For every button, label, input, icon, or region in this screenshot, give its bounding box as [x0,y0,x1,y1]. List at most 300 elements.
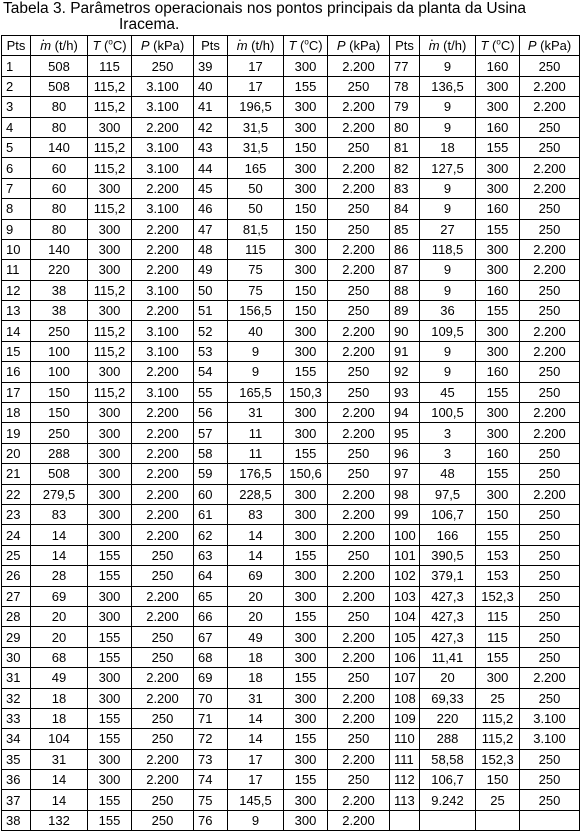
point-id-cell: 12 [2,280,31,300]
point-id-cell: 15 [2,341,31,361]
mass-flow-cell: 27 [420,219,476,239]
temperature-cell: 300 [88,586,132,606]
mass-flow-cell: 9 [420,362,476,382]
pressure-cell: 2.200 [328,749,390,769]
pressure-cell: 250 [328,668,390,688]
pressure-cell: 2.200 [132,484,194,504]
temperature-cell: 300 [284,525,328,545]
pressure-cell: 2.200 [132,688,194,708]
pressure-cell: 2.200 [520,158,580,178]
mass-flow-cell: 40 [228,321,284,341]
point-id-cell: 83 [390,178,420,198]
pressure-cell: 2.200 [132,219,194,239]
point-id-cell: 74 [194,770,228,790]
table-row [2,484,580,504]
pressure-cell: 2.200 [328,239,390,259]
table-row [2,178,580,198]
temperature-cell: 25 [476,790,520,810]
pressure-cell: 3.100 [132,382,194,402]
mass-flow-cell: 20 [228,606,284,626]
pressure-cell: 250 [132,790,194,810]
pressure-cell: 2.200 [328,586,390,606]
point-id-cell: 107 [390,668,420,688]
mass-flow-cell: 49 [228,627,284,647]
temperature-cell: 300 [284,688,328,708]
mass-flow-cell: 14 [228,729,284,749]
point-id-cell: 63 [194,545,228,565]
pts-header: Pts [2,36,31,56]
temperature-cell: 155 [88,708,132,728]
point-id-cell: 34 [2,729,31,749]
pressure-cell: 250 [520,382,580,402]
temperature-cell: 300 [88,301,132,321]
point-id-cell: 16 [2,362,31,382]
point-id-cell: 91 [390,341,420,361]
point-id-cell: 45 [194,178,228,198]
point-id-cell: 76 [194,810,228,830]
mass-flow-cell: 9 [420,178,476,198]
point-id-cell: 50 [194,280,228,300]
point-id-cell: 46 [194,199,228,219]
point-id-cell: 54 [194,362,228,382]
temperature-cell: 155 [284,443,328,463]
pressure-cell: 3.100 [132,341,194,361]
point-id-cell: 68 [194,647,228,667]
table-row [2,137,580,157]
pressure-cell: 250 [328,606,390,626]
mass-flow-header: · m (t/h) [228,36,284,56]
point-id-cell: 84 [390,199,420,219]
pressure-cell: 250 [328,362,390,382]
point-id-cell: 89 [390,301,420,321]
temperature-cell: 155 [88,566,132,586]
table-row [2,708,580,728]
pressure-cell: 2.200 [328,403,390,423]
pressure-cell: 2.200 [520,484,580,504]
pressure-cell: 250 [328,280,390,300]
mass-flow-cell: 38 [31,301,88,321]
point-id-cell: 59 [194,464,228,484]
pressure-cell: 2.200 [328,810,390,830]
table-row [2,647,580,667]
mass-flow-cell [420,810,476,830]
temperature-cell: 25 [476,688,520,708]
temperature-cell: 115,2 [476,708,520,728]
point-id-cell: 24 [2,525,31,545]
temperature-cell: 300 [88,219,132,239]
table-row [2,158,580,178]
pressure-cell: 250 [520,647,580,667]
temperature-cell: 300 [284,647,328,667]
temperature-cell: 300 [284,321,328,341]
point-id-cell: 110 [390,729,420,749]
mass-flow-cell: 31,5 [228,137,284,157]
mass-flow-cell: 68 [31,647,88,667]
pressure-cell: 2.200 [520,321,580,341]
temperature-cell: 160 [476,280,520,300]
pressure-cell: 2.200 [328,688,390,708]
pressure-cell: 2.200 [132,423,194,443]
point-id-cell: 21 [2,464,31,484]
pressure-cell: 2.200 [132,504,194,524]
temperature-cell: 155 [88,790,132,810]
temperature-cell: 300 [88,239,132,259]
point-id-cell: 61 [194,504,228,524]
table-row [2,117,580,137]
mass-flow-cell: 288 [420,729,476,749]
point-id-cell: 22 [2,484,31,504]
pressure-cell: 3.100 [520,708,580,728]
point-id-cell: 96 [390,443,420,463]
mass-flow-cell: 100,5 [420,403,476,423]
mass-flow-cell: 97,5 [420,484,476,504]
mass-flow-cell: 150 [31,403,88,423]
mass-flow-cell: 9 [228,341,284,361]
temperature-cell: 300 [476,341,520,361]
table-row [2,586,580,606]
pressure-cell: 2.200 [132,525,194,545]
point-id-cell: 62 [194,525,228,545]
point-id-cell: 112 [390,770,420,790]
pressure-cell: 3.100 [132,97,194,117]
mass-flow-cell: 50 [228,178,284,198]
pressure-cell: 250 [132,810,194,830]
pressure-cell: 2.200 [328,484,390,504]
temperature-cell: 155 [88,647,132,667]
mass-flow-header: · m (t/h) [420,36,476,56]
temperature-cell: 152,3 [476,749,520,769]
pressure-cell: 250 [520,56,580,76]
point-id-cell: 6 [2,158,31,178]
temperature-cell: 155 [476,137,520,157]
point-id-cell: 70 [194,688,228,708]
point-id-cell: 36 [2,770,31,790]
point-id-cell: 49 [194,260,228,280]
mass-flow-cell: 69 [31,586,88,606]
mass-flow-cell: 140 [31,239,88,259]
mass-flow-cell: 14 [228,708,284,728]
temperature-cell: 300 [476,260,520,280]
point-id-cell: 111 [390,749,420,769]
pressure-cell: 250 [520,117,580,137]
temperature-cell: 115 [476,627,520,647]
pressure-cell: 2.200 [328,341,390,361]
point-id-cell: 56 [194,403,228,423]
mass-flow-cell: 31 [228,403,284,423]
point-id-cell: 18 [2,403,31,423]
pressure-cell: 250 [520,770,580,790]
temperature-cell: 300 [476,403,520,423]
mass-flow-cell: 127,5 [420,158,476,178]
temperature-cell: 300 [88,606,132,626]
temperature-cell: 300 [284,239,328,259]
table-row [2,688,580,708]
mass-flow-cell: 80 [31,117,88,137]
temperature-cell: 150 [284,199,328,219]
point-id-cell: 60 [194,484,228,504]
table-row [2,606,580,626]
temperature-cell: 300 [284,117,328,137]
table-row [2,76,580,96]
pressure-cell: 2.200 [132,362,194,382]
mass-flow-cell: 28 [31,566,88,586]
point-id-cell: 11 [2,260,31,280]
point-id-cell: 5 [2,137,31,157]
point-id-cell: 2 [2,76,31,96]
mass-flow-cell: 9 [420,199,476,219]
parameters-table [1,35,580,831]
pressure-cell: 2.200 [520,403,580,423]
point-id-cell: 29 [2,627,31,647]
pressure-cell: 250 [520,443,580,463]
temperature-cell: 155 [284,545,328,565]
point-id-cell: 52 [194,321,228,341]
temperature-cell: 155 [284,770,328,790]
point-id-cell: 103 [390,586,420,606]
mass-flow-cell: 80 [31,219,88,239]
pressure-cell: 2.200 [520,76,580,96]
pressure-cell [520,810,580,830]
pressure-cell: 2.200 [328,708,390,728]
mass-flow-cell: 36 [420,301,476,321]
mass-flow-cell: 106,7 [420,504,476,524]
point-id-cell: 93 [390,382,420,402]
mass-flow-cell: 100 [31,341,88,361]
point-id-cell: 37 [2,790,31,810]
point-id-cell: 64 [194,566,228,586]
mass-flow-cell: 14 [228,545,284,565]
point-id-cell: 4 [2,117,31,137]
temperature-cell: 300 [476,76,520,96]
mass-flow-cell: 17 [228,770,284,790]
pressure-cell: 250 [520,688,580,708]
temperature-cell: 155 [88,810,132,830]
temperature-cell: 300 [88,688,132,708]
mass-flow-cell: 18 [31,708,88,728]
table-row [2,341,580,361]
temperature-cell: 160 [476,362,520,382]
point-id-cell: 71 [194,708,228,728]
mass-flow-cell: 288 [31,443,88,463]
temperature-cell: 300 [284,158,328,178]
mass-flow-cell: 9 [420,260,476,280]
point-id-cell: 1 [2,56,31,76]
pressure-cell: 250 [328,301,390,321]
temperature-cell: 115,2 [88,321,132,341]
temperature-cell: 300 [88,464,132,484]
pressure-cell: 250 [328,464,390,484]
temperature-cell: 155 [284,668,328,688]
temperature-cell: 300 [284,790,328,810]
temperature-cell: 300 [284,810,328,830]
temperature-cell: 300 [284,627,328,647]
temperature-cell [476,810,520,830]
temperature-cell: 115,2 [88,97,132,117]
point-id-cell: 32 [2,688,31,708]
table-row [2,382,580,402]
mass-flow-cell: 69,33 [420,688,476,708]
temperature-cell: 300 [284,260,328,280]
point-id-cell: 102 [390,566,420,586]
temperature-cell: 115,2 [88,199,132,219]
mass-flow-cell: 81,5 [228,219,284,239]
pressure-cell: 250 [132,566,194,586]
mass-flow-cell: 49 [31,668,88,688]
mass-flow-cell: 17 [228,749,284,769]
temperature-cell: 152,3 [476,586,520,606]
table-row [2,219,580,239]
temperature-cell: 300 [284,586,328,606]
temperature-cell: 155 [476,219,520,239]
point-id-cell: 75 [194,790,228,810]
mass-flow-cell: 250 [31,423,88,443]
mass-flow-cell: 60 [31,158,88,178]
pressure-cell: 2.200 [132,260,194,280]
pressure-cell: 250 [328,770,390,790]
mass-flow-cell: 31 [228,688,284,708]
pressure-cell: 2.200 [132,178,194,198]
caption-line-2: Iracema. [119,16,180,33]
mass-flow-cell: 18 [31,688,88,708]
mass-flow-cell: 31 [31,749,88,769]
mass-flow-cell: 11 [228,423,284,443]
mass-flow-cell: 17 [228,76,284,96]
temperature-cell: 300 [284,484,328,504]
temperature-cell: 300 [88,668,132,688]
pressure-cell: 250 [520,280,580,300]
point-id-cell: 40 [194,76,228,96]
mass-flow-cell: 9 [420,97,476,117]
pressure-cell: 2.200 [132,606,194,626]
mass-flow-cell: 118,5 [420,239,476,259]
pressure-cell: 2.200 [520,668,580,688]
pressure-cell: 250 [520,790,580,810]
table-row [2,56,580,76]
mass-flow-cell: 9 [420,56,476,76]
temperature-cell: 300 [284,708,328,728]
pressure-cell: 250 [520,199,580,219]
mass-flow-cell: 18 [228,647,284,667]
pressure-cell: 3.100 [132,280,194,300]
temperature-cell: 155 [476,301,520,321]
point-id-cell: 13 [2,301,31,321]
temperature-cell: 300 [284,341,328,361]
table-row [2,403,580,423]
mass-flow-cell: 150 [31,382,88,402]
point-id-cell: 95 [390,423,420,443]
pressure-cell: 2.200 [328,525,390,545]
mass-flow-cell: 9 [420,341,476,361]
pressure-cell: 2.200 [132,443,194,463]
pressure-cell: 250 [328,443,390,463]
point-id-cell: 105 [390,627,420,647]
pressure-cell: 250 [520,504,580,524]
table-row [2,239,580,259]
pressure-cell: 2.200 [328,790,390,810]
mass-flow-cell: 80 [31,97,88,117]
mass-flow-cell: 250 [31,321,88,341]
table-row [2,566,580,586]
pressure-cell: 2.200 [132,301,194,321]
mass-flow-cell: 48 [420,464,476,484]
mass-flow-cell: 220 [420,708,476,728]
pressure-cell: 2.200 [132,770,194,790]
pressure-cell: 2.200 [328,56,390,76]
pressure-cell: 2.200 [328,260,390,280]
table-row [2,627,580,647]
mass-flow-cell: 165 [228,158,284,178]
pressure-cell: 2.200 [328,647,390,667]
point-id-cell: 7 [2,178,31,198]
point-id-cell: 17 [2,382,31,402]
temperature-cell: 160 [476,443,520,463]
point-id-cell: 42 [194,117,228,137]
mass-flow-cell: 20 [420,668,476,688]
mass-flow-cell: 132 [31,810,88,830]
mass-flow-cell: 220 [31,260,88,280]
mass-flow-cell: 176,5 [228,464,284,484]
point-id-cell: 48 [194,239,228,259]
temperature-cell: 155 [476,382,520,402]
point-id-cell: 8 [2,199,31,219]
pressure-cell: 3.100 [132,199,194,219]
point-id-cell: 26 [2,566,31,586]
point-id-cell: 35 [2,749,31,769]
temperature-cell: 300 [476,484,520,504]
mass-flow-cell: 69 [228,566,284,586]
temperature-cell: 300 [476,668,520,688]
temperature-cell: 150 [284,280,328,300]
pressure-header: P (kPa) [328,36,390,56]
pressure-cell: 2.200 [328,423,390,443]
point-id-cell: 31 [2,668,31,688]
point-id-cell: 108 [390,688,420,708]
pressure-cell: 250 [132,56,194,76]
temperature-cell: 300 [88,749,132,769]
temperature-cell: 150,3 [284,382,328,402]
mass-flow-cell: 31,5 [228,117,284,137]
temperature-cell: 300 [476,97,520,117]
table-row [2,810,580,830]
point-id-cell: 109 [390,708,420,728]
point-id-cell: 88 [390,280,420,300]
point-id-cell: 41 [194,97,228,117]
point-id-cell: 113 [390,790,420,810]
pressure-cell: 250 [520,464,580,484]
pressure-cell: 3.100 [132,158,194,178]
table-row [2,525,580,545]
point-id-cell: 100 [390,525,420,545]
point-id-cell: 20 [2,443,31,463]
temperature-cell: 160 [476,199,520,219]
pressure-cell: 2.200 [520,260,580,280]
header-row [2,36,580,56]
point-id-cell: 90 [390,321,420,341]
point-id-cell: 10 [2,239,31,259]
table-row [2,504,580,524]
mass-flow-cell: 14 [31,770,88,790]
pressure-cell: 250 [520,137,580,157]
mass-flow-cell: 427,3 [420,606,476,626]
pressure-cell: 250 [132,729,194,749]
mass-flow-cell: 166 [420,525,476,545]
mass-flow-cell: 9 [228,362,284,382]
mass-flow-cell: 156,5 [228,301,284,321]
temperature-cell: 300 [476,178,520,198]
mass-flow-cell: 109,5 [420,321,476,341]
pressure-cell: 250 [520,586,580,606]
temperature-cell: 115,2 [88,137,132,157]
